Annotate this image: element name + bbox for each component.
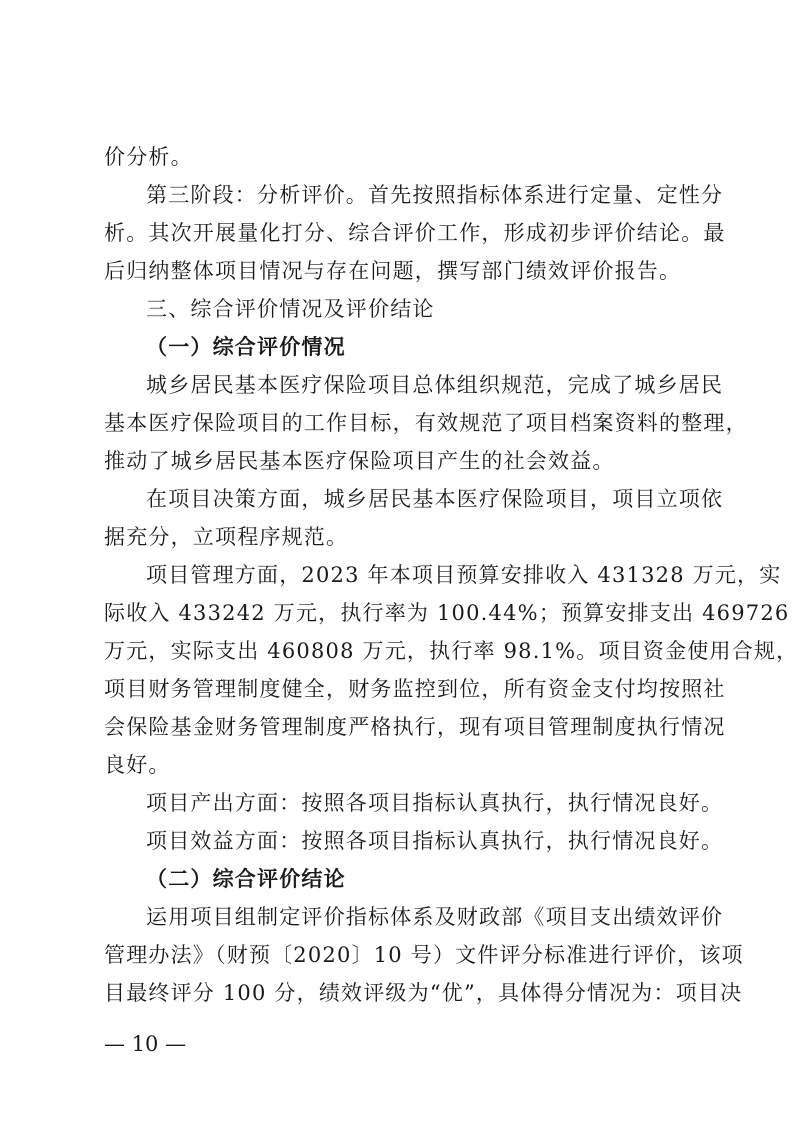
body-text-line: 会保险基金财务管理制度严格执行，现有项目管理制度执行情况	[104, 715, 726, 739]
body-text-line: 万元，实际支出 460808 万元，执行率 98.1%。项目资金使用合规，	[104, 639, 798, 663]
body-text-line: 际收入 433242 万元，执行率为 100.44%；预算安排支出 469726	[104, 601, 790, 625]
section-heading-3: 三、综合评价情况及评价结论	[146, 297, 435, 321]
paragraph-output: 项目产出方面：按照各项目指标认真执行，执行情况良好。	[146, 791, 724, 815]
paragraph-stage-three: 第三阶段：分析评价。首先按照指标体系进行定量、定性分	[146, 183, 724, 207]
body-text-line: 后归纳整体项目情况与存在问题，撰写部门绩效评价报告。	[104, 259, 682, 283]
body-text-line: 价分析。	[104, 145, 193, 169]
subsection-heading-1: （一）综合评价情况	[146, 334, 346, 359]
body-text-line: 推动了城乡居民基本医疗保险项目产生的社会效益。	[104, 449, 615, 473]
paragraph-management: 项目管理方面，2023 年本项目预算安排收入 431328 万元，实	[146, 563, 782, 587]
body-text-line: 管理办法》（财预〔2020〕10 号）文件评分标准进行评价，该项	[104, 943, 744, 967]
body-text-line: 析。其次开展量化打分、综合评价工作，形成初步评价结论。最	[104, 221, 726, 245]
page-number: — 10 —	[104, 1032, 187, 1056]
paragraph-benefit: 项目效益方面：按照各项目指标认真执行，执行情况良好。	[146, 829, 724, 853]
body-text-line: 据充分，立项程序规范。	[104, 525, 349, 549]
paragraph-overall: 城乡居民基本医疗保险项目总体组织规范，完成了城乡居民	[146, 373, 724, 397]
subsection-heading-2: （二）综合评价结论	[146, 866, 346, 891]
body-text-line: 目最终评分 100 分，绩效评级为“优”，具体得分情况为：项目决	[104, 981, 743, 1005]
paragraph-conclusion: 运用项目组制定评价指标体系及财政部《项目支出绩效评价	[146, 905, 724, 929]
body-text-line: 基本医疗保险项目的工作目标，有效规范了项目档案资料的整理，	[104, 411, 748, 435]
body-text-line: 良好。	[104, 753, 171, 777]
paragraph-decision: 在项目决策方面，城乡居民基本医疗保险项目，项目立项依	[146, 487, 724, 511]
body-text-line: 项目财务管理制度健全，财务监控到位，所有资金支付均按照社	[104, 677, 726, 701]
